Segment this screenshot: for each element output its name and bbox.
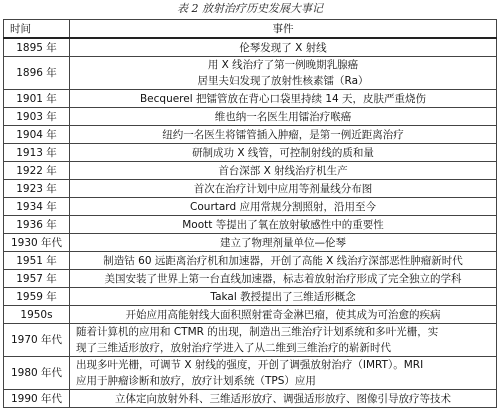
table-row: [4, 270, 497, 288]
event-cell: [70, 390, 497, 408]
event-line: 美国安装了世界上第一台直线加速器，标志着放射治疗形成了完全独立的学科: [104, 272, 462, 285]
event-line: 建立了物理剂量单位—伦琴: [220, 236, 346, 249]
event-cell: [70, 288, 497, 306]
event-line: Becquerel 把镭管放在背心口袋里持续 14 天，皮肤严重烧伤: [139, 92, 427, 105]
table-caption: 表 2 放射治疗历史发展大事记: [177, 2, 323, 15]
event-cell: [70, 144, 497, 162]
event-line: Moott 等提出了氧在放射敏感性中的重要性: [182, 218, 384, 231]
event-line: 维也纳一名医生用镭治疗喉癌: [214, 110, 352, 123]
event-line: 立体定向放射外科、三维适形放疗、调强适形放疗、图像引导放疗等技术: [115, 392, 451, 405]
event-line: 出现多叶光栅，可调节 X 射线的强度，开创了调强放射治疗（IMRT）。MRI: [76, 359, 424, 371]
event-line: 开始应用高能射线大面积照射霍奇金淋巴瘤，使其成为可治愈的疾病: [125, 308, 441, 321]
table-row: [4, 162, 497, 180]
table-row: [4, 198, 497, 216]
year-cell: 1990 年代: [4, 390, 70, 408]
table-row: [4, 216, 497, 234]
year-cell: 1896 年: [4, 57, 70, 90]
event-cell: [70, 357, 497, 390]
history-table: [3, 19, 497, 408]
table-row: [4, 357, 497, 390]
event-cell: [70, 306, 497, 324]
event-line: Courtard 应用常规分割照射，沿用至今: [190, 200, 376, 213]
header-event: 事件: [70, 20, 497, 39]
event-line: 应用于肿瘤诊断和放疗，放疗计划系统（TPS）应用: [76, 375, 316, 387]
year-cell: 1980 年代: [4, 357, 70, 390]
event-line: Takal 教授提出了三维适形概念: [210, 290, 356, 303]
year-cell: 1950s: [4, 306, 70, 324]
year-cell: 1923 年: [4, 180, 70, 198]
event-line: 纽约一名医生将镭管插入肿瘤，是第一例近距离治疗: [162, 128, 404, 141]
event-cell: [70, 180, 497, 198]
table-row: [4, 324, 497, 357]
year-cell: 1903 年: [4, 108, 70, 126]
table-row: [4, 180, 497, 198]
event-line: 居里夫妇发现了放射性核素镭（Ra）: [197, 75, 369, 87]
table-row: [4, 234, 497, 252]
table-row: [4, 126, 497, 144]
year-cell: 1951 年: [4, 252, 70, 270]
event-cell: [70, 126, 497, 144]
event-cell: [70, 90, 497, 108]
event-cell: [70, 108, 497, 126]
event-line: 研制成功 X 线管，可控制射线的质和量: [192, 146, 374, 159]
table-row: [4, 144, 497, 162]
event-line: 制造钴 60 远距离治疗机和加速器，开创了高能 X 线治疗深部恶性肿瘤新时代: [103, 254, 463, 267]
year-cell: 1930 年代: [4, 234, 70, 252]
event-line: 首次在治疗计划中应用等剂量线分布图: [193, 182, 373, 195]
year-cell: 1957 年: [4, 270, 70, 288]
event-cell: [70, 234, 497, 252]
event-line: 用 X 线治疗了第一例晚期乳腺癌: [207, 59, 359, 71]
event-cell: [70, 162, 497, 180]
table-row: [4, 38, 497, 57]
event-cell: [70, 216, 497, 234]
table-row: [4, 90, 497, 108]
year-cell: 1922 年: [4, 162, 70, 180]
header-time: 时间: [4, 20, 70, 39]
event-line: 伦琴发现了 X 射线: [239, 41, 327, 54]
event-cell: [70, 38, 497, 57]
year-cell: 1913 年: [4, 144, 70, 162]
table-row: [4, 108, 497, 126]
event-cell: [70, 270, 497, 288]
year-cell: 1901 年: [4, 90, 70, 108]
table-row: [4, 390, 497, 408]
event-cell: [70, 57, 497, 90]
year-cell: 1904 年: [4, 126, 70, 144]
year-cell: 1934 年: [4, 198, 70, 216]
year-cell: 1959 年: [4, 288, 70, 306]
table-header-row: [4, 20, 497, 39]
event-line: 随着计算机的应用和 CTMR 的出现，制造出三维治疗计划系统和多叶光栅，实: [76, 326, 439, 338]
year-cell: 1970 年代: [4, 324, 70, 357]
table-row: [4, 288, 497, 306]
year-cell: 1936 年: [4, 216, 70, 234]
event-line: 现了三维适形放疗，放射治疗学进入了从二维到三维治疗的崭新时代: [76, 342, 391, 354]
year-cell: 1895 年: [4, 38, 70, 57]
event-cell: [70, 324, 497, 357]
event-cell: [70, 198, 497, 216]
event-cell: [70, 252, 497, 270]
table-row: [4, 306, 497, 324]
table-row: [4, 252, 497, 270]
table-row: [4, 57, 497, 90]
event-line: 首台深部 X 射线治疗机生产: [218, 164, 348, 177]
